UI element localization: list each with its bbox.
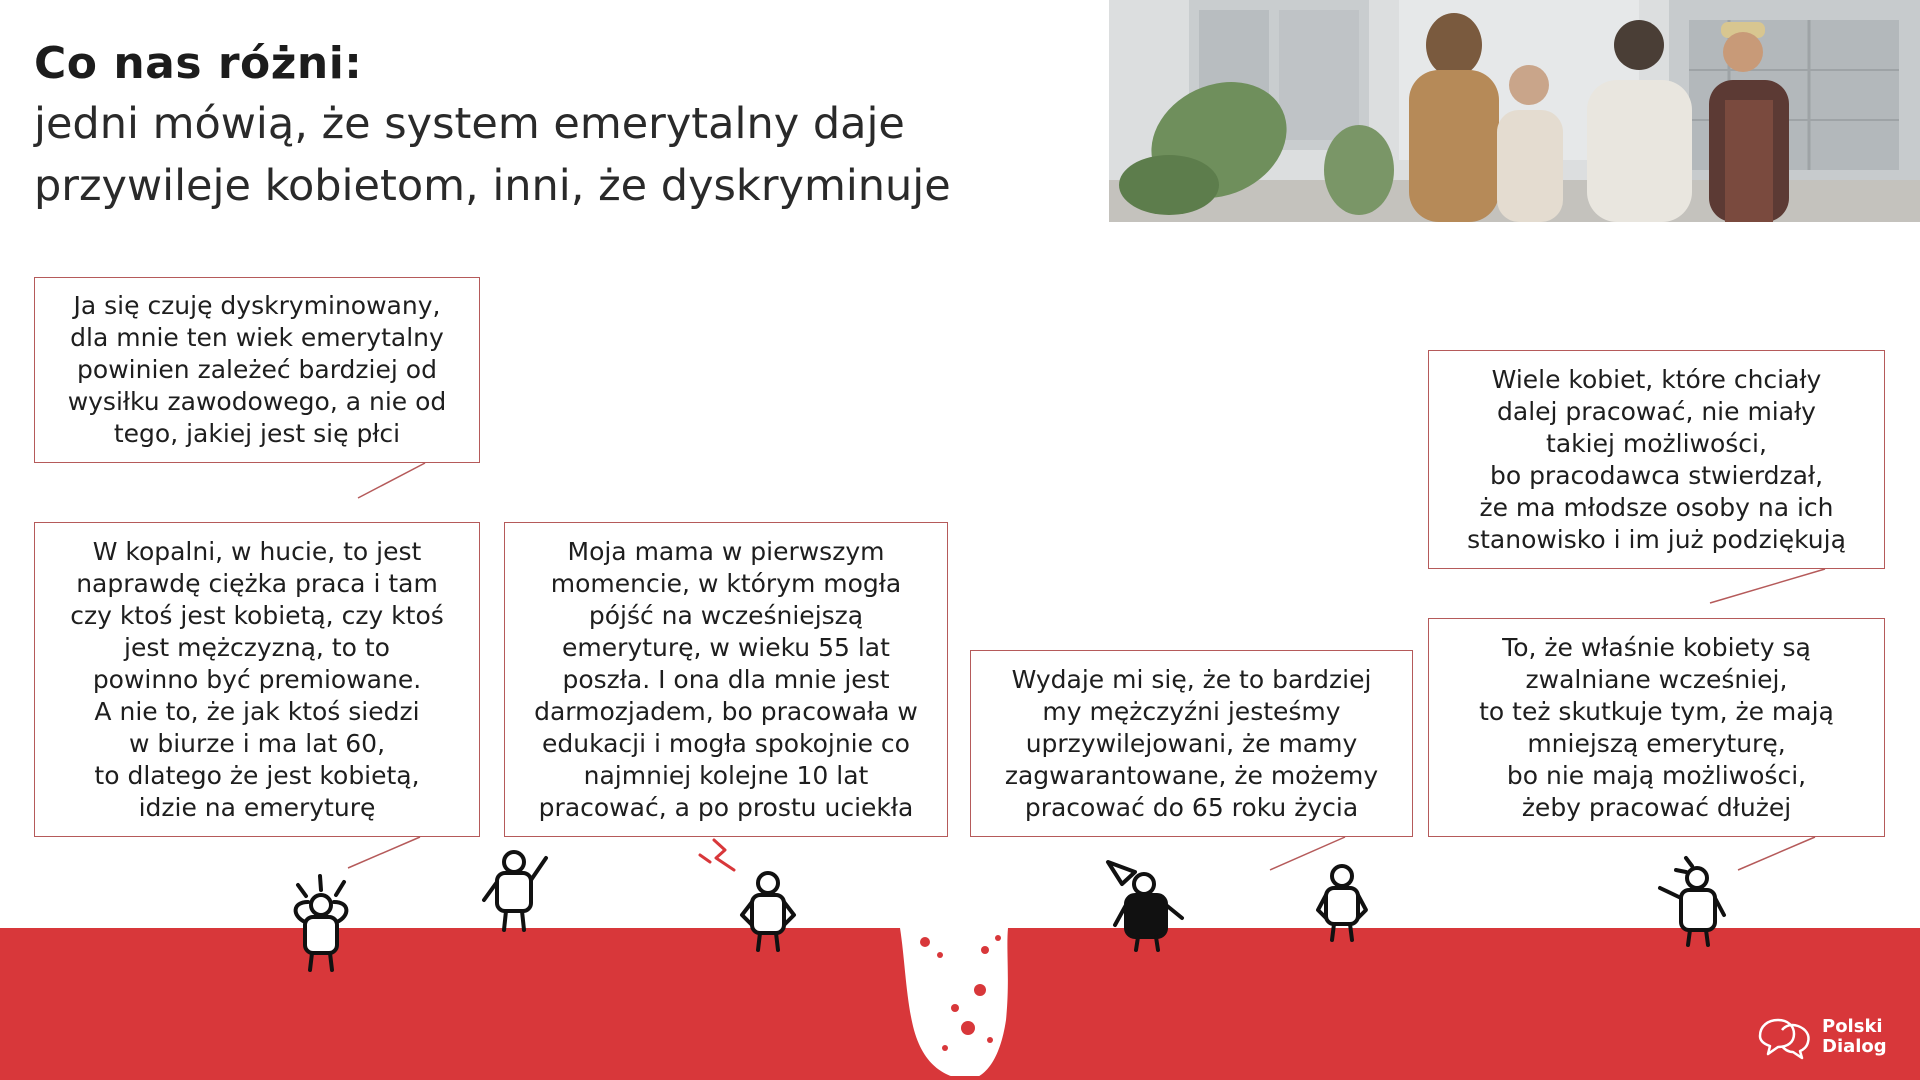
quote-2-line: w biurze i ma lat 60, [128,728,386,758]
quote-4-line: uprzywilejowani, że mamy [1025,728,1358,758]
quote-6-line: żeby pracować dłużej [1521,792,1792,822]
title-block [34,36,1094,216]
red-ground [0,920,1920,1080]
logo-line2: Dialog [1822,1036,1887,1057]
quote-2-line: powinno być premiowane. [92,664,422,694]
quote-2-line: to dlatego że jest kobietą, [94,760,420,790]
quote-3-line: pójść na wcześniejszą [588,600,864,630]
quote-4-line: pracować do 65 roku życia [1024,792,1359,822]
quote-2-line: idzie na emeryturę [138,792,376,822]
quote-3-line: najmniej kolejne 10 lat [583,760,869,790]
quote-4-line: zagwarantowane, że możemy [1004,760,1379,790]
page-title: Co nas różni: [34,38,363,89]
quote-3-line: darmozjadem, bo pracowała w [534,696,918,726]
quote-5-line: że ma młodsze osoby na ich [1479,492,1834,522]
quote-3-line: Moja mama w pierwszym [567,536,885,566]
quote-6-line: bo nie mają możliwości, [1506,760,1807,790]
quote-2-line: W kopalni, w hucie, to jest [92,536,422,566]
quote-3-line: pracować, a po prostu uciekła [538,792,914,822]
logo-text [1822,1017,1887,1057]
quote-bubble-2 [34,522,480,837]
quote-2-line: A nie to, że jak ktoś siedzi [94,696,420,726]
quote-6-line: to też skutkuje tym, że mają [1479,696,1834,726]
quote-4-line: my mężczyźni jesteśmy [1042,696,1341,726]
quote-5-line: takiej możliwości, [1546,428,1767,458]
quote-3-line: edukacji i mogła spokojnie co [541,728,910,758]
quote-1-line: powinien zależeć bardziej od [77,355,437,384]
quote-bubble-5 [1428,350,1885,569]
quote-5-line: bo pracodawca stwierdzał, [1489,460,1824,490]
figure-waving [484,852,546,930]
quote-1-line: dla mnie ten wiek emerytalny [70,323,444,352]
quote-bubble-1 [34,277,480,463]
quote-6-line: To, że właśnie kobiety są [1502,632,1811,662]
quote-3-line: momencie, w którym mogła [550,568,902,598]
quote-1-line: wysiłku zawodowego, a nie od [67,387,447,416]
quote-4-line: Wydaje mi się, że to bardziej [1011,664,1372,694]
quote-5-line: Wiele kobiet, które chciały [1491,364,1822,394]
quote-6-line: zwalniane wcześniej, [1525,664,1788,694]
quote-6-line: mniejszą emeryturę, [1527,728,1786,758]
quote-1-line: tego, jakiej jest się płci [113,419,401,448]
quote-5-line: dalej pracować, nie miały [1497,396,1816,426]
quote-bubble-3 [504,522,948,837]
quote-1-line: Ja się czuję dyskryminowany, [73,291,441,320]
quote-2-line: czy ktoś jest kobietą, czy ktoś [70,600,444,630]
logo-line1: Polski [1822,1016,1883,1037]
quote-3-line: poszła. I ona dla mnie jest [562,664,890,694]
quote-5-line: stanowisko i im już podziękują [1467,524,1846,554]
page-subtitle-line1: jedni mówią, że system emerytalny daje [34,99,905,149]
quote-3-line: emeryturę, w wieku 55 lat [562,632,890,662]
page-subtitle-line2: przywileje kobietom, inni, że dyskryminuje [34,161,951,211]
quote-2-line: jest mężczyzną, to to [124,632,390,662]
quote-2-line: naprawdę ciężka praca i tam [76,568,438,598]
header-photo [1109,0,1920,222]
quote-bubble-4 [970,650,1413,837]
quote-bubble-6 [1428,618,1885,837]
